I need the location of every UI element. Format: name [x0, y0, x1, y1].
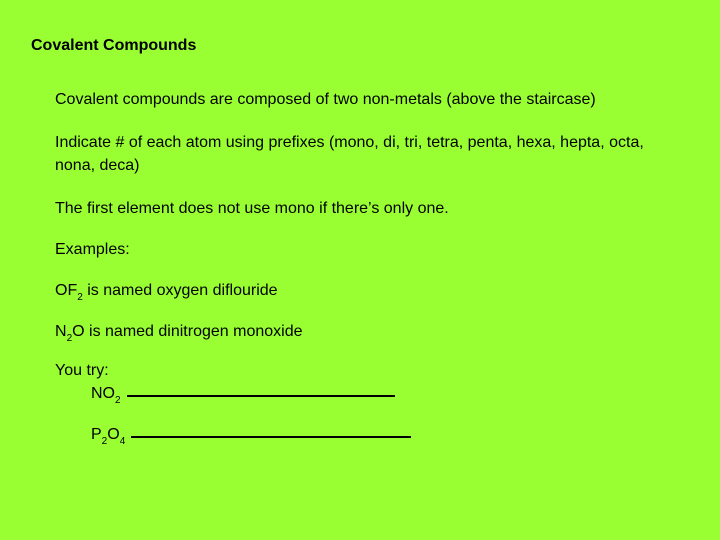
formula-subscript: 2 [77, 292, 83, 303]
paragraph-mono-rule: The first element does not use mono if there’s only one. [55, 200, 449, 217]
formula-subscript: 2 [101, 436, 108, 447]
answer-blank-line[interactable] [131, 436, 411, 438]
formula-part: NO [91, 385, 115, 402]
formula-part: P [91, 426, 102, 443]
paragraph-prefixes: Indicate # of each atom using prefixes (mono, di, tri, tetra, penta, hexa, hepta, octa, nona, deca) [55, 134, 644, 174]
formula-subscript: 2 [115, 395, 121, 406]
paragraph-definition: Covalent compounds are composed of two non-metals (above the staircase) [55, 91, 596, 108]
example-text: is named oxygen diflouride [82, 282, 278, 299]
answer-blank-line[interactable] [127, 395, 395, 397]
formula-subscript: 4 [119, 436, 126, 447]
you-try-item-p2o4 [55, 423, 655, 446]
formula-part: OF [55, 282, 78, 299]
formula-part: N [55, 323, 67, 340]
example-of2 [55, 279, 655, 302]
formula-part: O [107, 426, 120, 443]
paragraph-examples-label: Examples: [55, 241, 130, 258]
formula-part: O [72, 323, 85, 340]
slide-content [55, 88, 655, 446]
example-text: is named dinitrogen monoxide [84, 323, 303, 340]
formula-subscript: 2 [66, 333, 73, 344]
you-try-item-no2 [55, 382, 655, 405]
you-try-label: You try: [55, 362, 109, 379]
slide-title: Covalent Compounds [31, 37, 197, 54]
example-n2o [55, 320, 655, 343]
